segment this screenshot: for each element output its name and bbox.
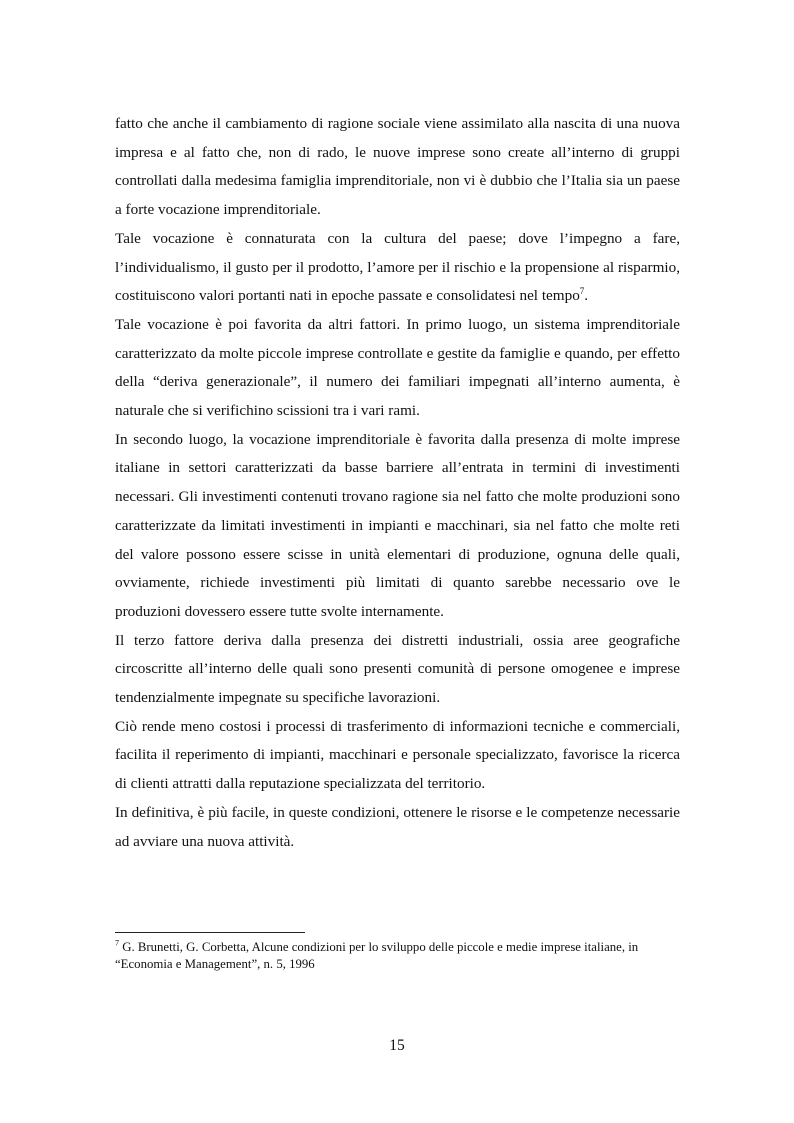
paragraph bbox=[115, 225, 680, 311]
paragraph: fatto che anche il cambiamento di ragione sociale viene assimilato alla nascita di una nuova impresa e al fatto che, non di rado, le nuove imprese sono create all’interno di gruppi controllati dalla medesima famiglia imprenditoriale, non vi è dubbio che l’Italia sia un paese a forte vocazione imprenditoriale. bbox=[115, 115, 680, 219]
footnote-reference[interactable]: 7 bbox=[579, 286, 585, 297]
paragraph: Il terzo fattore deriva dalla presenza dei distretti industriali, ossia aree geografiche circoscritte all’interno delle quali sono presenti comunità di persone omogenee e imprese tendenzialmente impegnate su specifiche lavorazioni. bbox=[115, 631, 680, 707]
footnote-number: 7 bbox=[115, 938, 119, 948]
paragraph-text: Tale vocazione è connaturata con la cultura del paese; dove l’impegno a fare, l’individualismo, il gusto per il prodotto, l’amore per il rischio e la propensione al risparmio, costituiscono valori portanti nati in epoche passate e consolidatesi nel tempo bbox=[115, 229, 680, 305]
footnote bbox=[115, 939, 680, 973]
paragraph: In definitiva, è più facile, in queste condizioni, ottenere le risorse e le competenze necessarie ad avviare una nuova attività. bbox=[115, 803, 680, 850]
paragraph-text-end: . bbox=[584, 287, 589, 305]
footnote-divider bbox=[115, 932, 305, 933]
page-body bbox=[115, 110, 680, 856]
paragraph: Ciò rende meno costosi i processi di trasferimento di informazioni tecniche e commerciali, facilita il reperimento di impianti, macchinari e personale specializzato, favorisce la ricerca di clienti attratti dalla reputazione specializzata del territorio. bbox=[115, 717, 680, 793]
paragraph: In secondo luogo, la vocazione imprenditoriale è favorita dalla presenza di molte imprese italiane in settori caratterizzati da basse barriere all’entrata in termini di investimenti necessari. Gli investimenti contenuti trovano ragione sia nel fatto che molte produzioni sono caratterizzate da limitati investimenti in impianti e macchinari, sia nel fatto che molte reti del valore possono essere scisse in unità elementari di produzione, ognuna delle quali, ovviamente, richiede investimenti più limitati di quanto sarebbe necessario ove le produzioni dovessero essere tutte svolte internamente. bbox=[115, 430, 680, 620]
footnote-text: G. Brunetti, G. Corbetta, Alcune condizioni per lo sviluppo delle piccole e medie imprese italiane, in “Economia e Management”, n. 5, 1996 bbox=[115, 940, 639, 971]
paragraph: Tale vocazione è poi favorita da altri fattori. In primo luogo, un sistema imprenditoriale caratterizzato da molte piccole imprese controllate e gestite da famiglie e quando, per effetto della “deriva generazionale”, il numero dei familiari impegnati all’interno aumenta, è naturale che si verifichino scissioni tra i vari rami. bbox=[115, 315, 680, 420]
page-number: 15 bbox=[389, 1037, 405, 1054]
